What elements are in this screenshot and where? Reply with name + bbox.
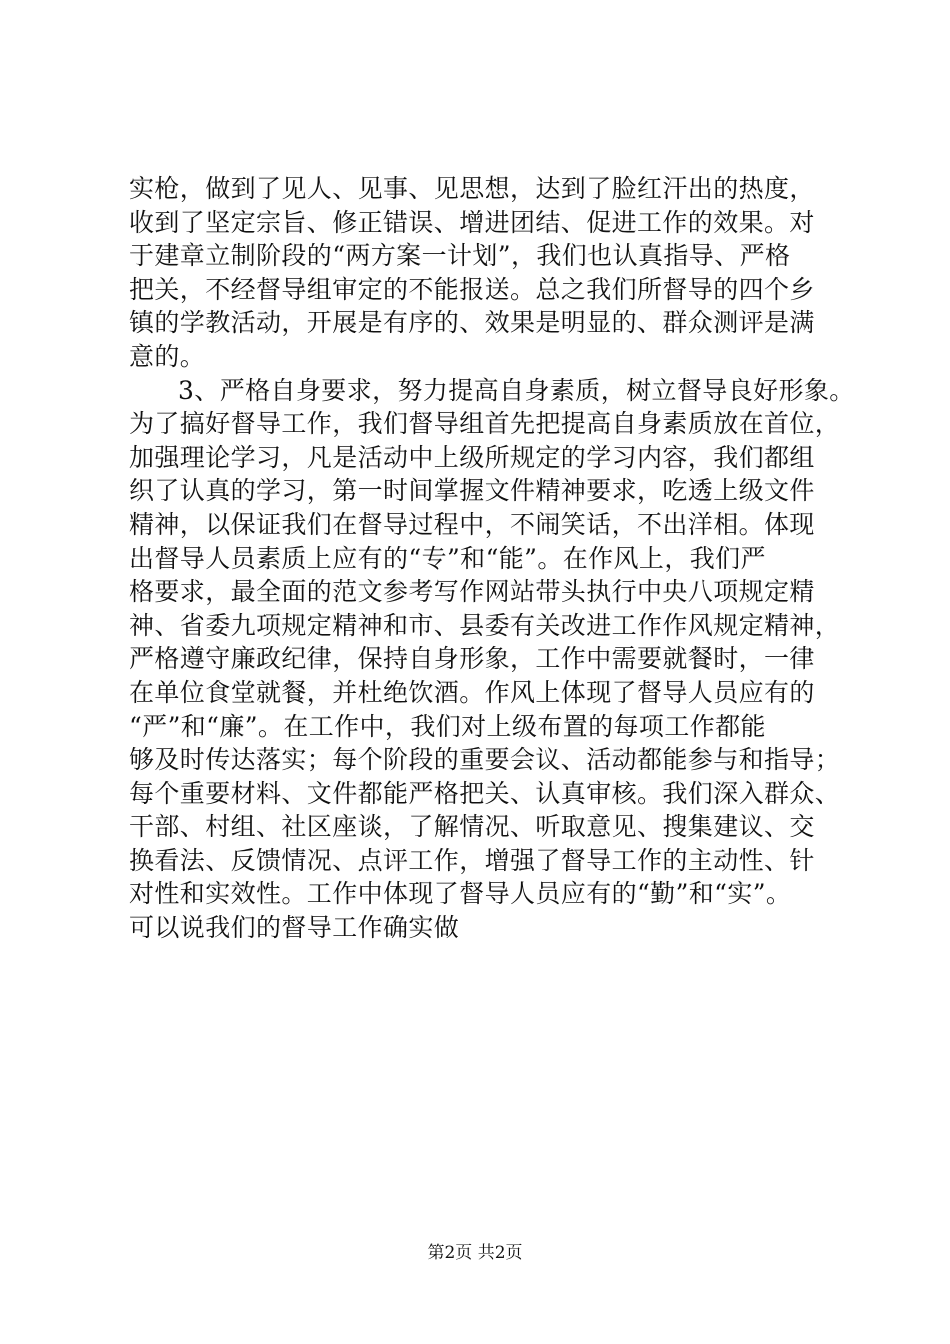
body-line: 出督导人员素质上应有的“专”和“能”。在作风上，我们严: [129, 543, 766, 573]
page-number-footer: 第2页 共2页: [427, 1243, 523, 1263]
body-line: 可以说我们的督导工作确实做: [129, 913, 460, 943]
body-line: 织了认真的学习，第一时间掌握文件精神要求，吃透上级文件: [129, 476, 815, 506]
document-body: [129, 172, 855, 945]
body-line: 神、省委九项规定精神和市、县委有关改进工作作风规定精神，: [129, 610, 841, 640]
body-line: 每个重要材料、文件都能严格把关、认真审核。我们深入群众、: [129, 778, 841, 808]
body-line: 为了搞好督导工作，我们督导组首先把提高自身素质放在首位，: [129, 409, 841, 439]
body-line: 格要求，最全面的范文参考写作网站带头执行中央八项规定精: [129, 577, 815, 607]
body-line: 实枪，做到了见人、见事、见思想，达到了脸红汗出的热度，: [129, 174, 815, 203]
body-line: 换看法、反馈情况、点评工作，增强了督导工作的主动性、针: [129, 845, 815, 875]
body-line: 镇的学教活动，开展是有序的、效果是明显的、群众测评是满: [129, 308, 815, 338]
body-line: “严”和“廉”。在工作中，我们对上级布置的每项工作都能: [129, 711, 766, 741]
body-line: 对性和实效性。工作中体现了督导人员应有的“勤”和“实”。: [129, 879, 792, 909]
body-line: 收到了坚定宗旨、修正错误、增进团结、促进工作的效果。对: [129, 207, 815, 237]
body-line: 意的。: [129, 341, 206, 371]
body-line: 够及时传达落实；每个阶段的重要会议、活动都能参与和指导；: [129, 745, 841, 775]
body-line: 精神，以保证我们在督导过程中，不闹笑话，不出洋相。体现: [129, 509, 815, 539]
body-line: 干部、村组、社区座谈，了解情况、听取意见、搜集建议、交: [129, 812, 815, 842]
paragraph-start-line: 3、严格自身要求，努力提高自身素质，树立督导良好形象。: [178, 375, 855, 405]
body-line: 在单位食堂就餐，并杜绝饮酒。作风上体现了督导人员应有的: [129, 677, 815, 707]
body-line: 把关，不经督导组审定的不能报送。总之我们所督导的四个乡: [129, 274, 815, 304]
body-line: 严格遵守廉政纪律，保持自身形象，工作中需要就餐时，一律: [129, 644, 815, 674]
body-line: 加强理论学习，凡是活动中上级所规定的学习内容，我们都组: [129, 442, 815, 472]
body-line: 于建章立制阶段的“两方案一计划”，我们也认真指导、严格: [129, 241, 791, 271]
